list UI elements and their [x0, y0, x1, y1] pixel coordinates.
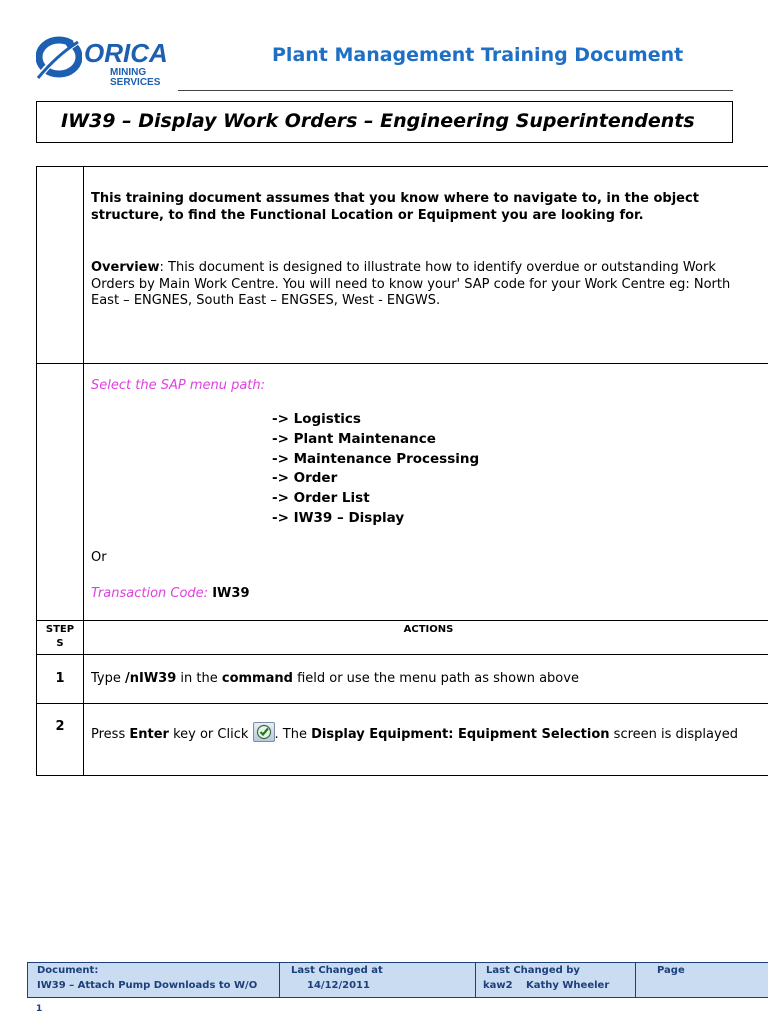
- footer-last-changed-by-label: Last Changed by: [486, 965, 580, 976]
- footer-last-changed-at-label: Last Changed at: [291, 965, 383, 976]
- footer-last-changed-at-value: 14/12/2011: [307, 980, 370, 991]
- actions-header-cell: [83, 620, 768, 655]
- tcode-label: Transaction Code:: [91, 586, 209, 601]
- logo-sub-line2: SERVICES: [110, 77, 161, 88]
- title-box: [36, 101, 733, 143]
- step-2-text-d: . The: [274, 727, 312, 742]
- menu-path-order: -> Order: [272, 470, 338, 486]
- footer-last-changed-by-id: kaw2: [483, 980, 513, 991]
- step-1-text-c: in the: [176, 671, 222, 686]
- menu-path-plant-maintenance: -> Plant Maintenance: [272, 431, 436, 447]
- footer-page-number: 1: [36, 1004, 43, 1014]
- step-2-number: 2: [55, 719, 65, 734]
- steps-header-line2: S: [56, 638, 64, 649]
- actions-header: ACTIONS: [403, 624, 454, 635]
- overview-label: Overview: [91, 260, 160, 275]
- footer-bar: [27, 962, 768, 998]
- orica-logo-mark-icon: [36, 32, 82, 82]
- logo-brand-text: ORICA: [84, 38, 168, 68]
- step-2-text-c: key or Click: [168, 727, 253, 742]
- steps-header-cell: [36, 620, 84, 655]
- orica-logo: [36, 30, 196, 94]
- menu-path-order-list: -> Order List: [272, 490, 370, 506]
- step-1-command: command: [221, 671, 293, 686]
- footer-page-label: Page: [657, 965, 685, 976]
- footer-document-label: Document:: [37, 965, 99, 976]
- step-2-screen-name: Display Equipment: Equipment Selection: [311, 727, 610, 742]
- intro-overview: [91, 260, 751, 310]
- logo-subtitle: [110, 68, 160, 88]
- menu-path-iw39-display: -> IW39 – Display: [272, 510, 405, 526]
- step-1-action-cell: [83, 654, 768, 704]
- step-2-text-a: Press: [91, 727, 130, 742]
- page-title: IW39 – Display Work Orders – Engineering Superintendents: [61, 110, 695, 132]
- instructions-table: [36, 166, 768, 776]
- tcode-value: IW39: [212, 586, 250, 601]
- footer-last-changed-by-name: Kathy Wheeler: [526, 980, 610, 991]
- header-divider: [178, 90, 733, 91]
- steps-header: [37, 623, 83, 651]
- transaction-code-line: [91, 586, 250, 603]
- step-2-action-cell: [83, 703, 768, 776]
- menu-left-cell: [36, 363, 84, 621]
- step-1-tcode: /nIW39: [125, 671, 177, 686]
- intro-assumption: This training document assumes that you know where to navigate to, in the object structure, to find the Functional Location or Equipment you are looking for.: [91, 191, 699, 223]
- steps-header-line1: STEP: [45, 624, 75, 635]
- step-2-action: [91, 722, 741, 744]
- step-1-number: 1: [55, 671, 65, 686]
- menu-path-logistics: -> Logistics: [272, 411, 361, 427]
- intro-left-cell: [36, 166, 84, 364]
- footer-document-value: IW39 – Attach Pump Downloads to W/O: [37, 980, 258, 991]
- overview-text: : This document is designed to illustrate how to identify overdue or outstanding Work Orders by Main Work Centre. You will need to know your' SAP code for your Work Centre eg: North East – ENGNES, South East – ENGSES, West - ENGWS.: [91, 260, 731, 308]
- menu-path-cell: [83, 363, 768, 621]
- logo-sub-line1: MINING: [110, 67, 147, 78]
- step-2-number-cell: [36, 703, 84, 776]
- enter-check-icon[interactable]: [253, 722, 275, 742]
- document-header-title: Plant Management Training Document: [272, 44, 684, 66]
- step-2-text-f: screen is displayed: [609, 727, 738, 742]
- menu-path-maintenance-processing: -> Maintenance Processing: [272, 451, 480, 467]
- step-1-text-e: field or use the menu path as shown above: [292, 671, 579, 686]
- menu-or: Or: [91, 550, 107, 565]
- menu-instruction: Select the SAP menu path:: [91, 378, 266, 393]
- intro-cell: [83, 166, 768, 364]
- step-1-text-a: Type: [91, 671, 125, 686]
- step-1-number-cell: [36, 654, 84, 704]
- step-1-action: [91, 671, 579, 688]
- step-2-enter: Enter: [129, 727, 169, 742]
